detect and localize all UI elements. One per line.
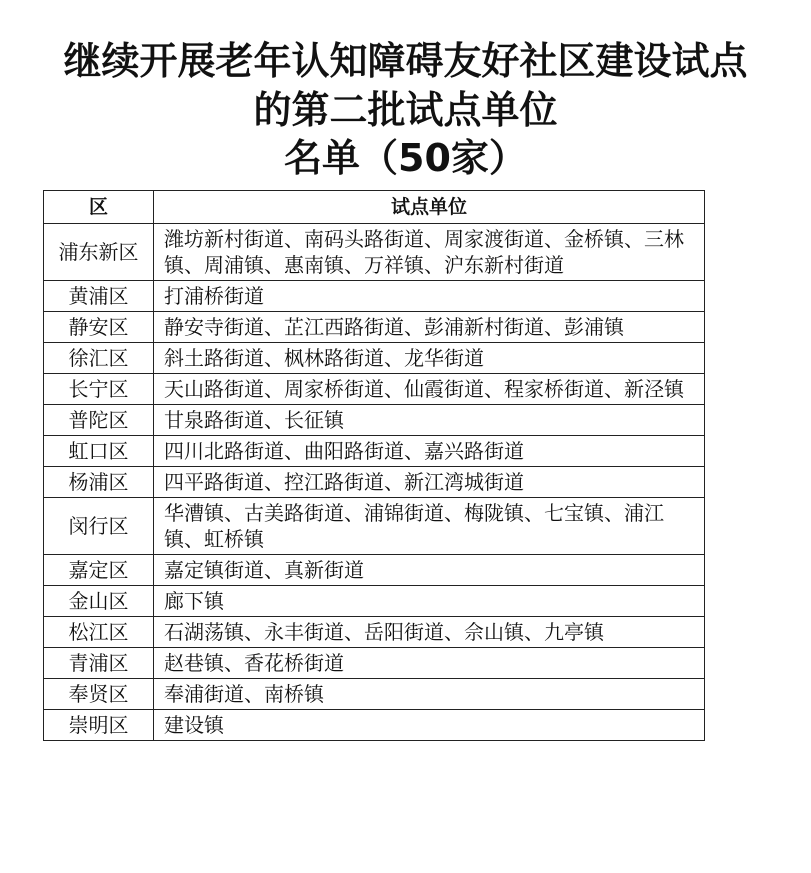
table-row [44, 555, 705, 586]
district-cell: 徐汇区 [44, 343, 154, 374]
table-row [44, 312, 705, 343]
units-cell: 石湖荡镇、永丰街道、岳阳街道、佘山镇、九亭镇 [154, 617, 705, 648]
district-cell: 闵行区 [44, 498, 154, 555]
page-title [0, 36, 811, 182]
district-cell: 长宁区 [44, 374, 154, 405]
pilot-units-table [43, 190, 705, 741]
district-cell: 黄浦区 [44, 281, 154, 312]
units-cell: 天山路街道、周家桥街道、仙霞街道、程家桥街道、新泾镇 [154, 374, 705, 405]
table-row [44, 224, 705, 281]
table-row [44, 498, 705, 555]
district-cell: 青浦区 [44, 648, 154, 679]
units-cell: 廊下镇 [154, 586, 705, 617]
units-cell: 静安寺街道、芷江西路街道、彭浦新村街道、彭浦镇 [154, 312, 705, 343]
units-cell: 四平路街道、控江路街道、新江湾城街道 [154, 467, 705, 498]
district-cell: 崇明区 [44, 710, 154, 741]
table-row [44, 436, 705, 467]
table-row [44, 617, 705, 648]
district-cell: 杨浦区 [44, 467, 154, 498]
units-cell: 赵巷镇、香花桥街道 [154, 648, 705, 679]
table-row [44, 374, 705, 405]
table-row [44, 586, 705, 617]
table-header-row [44, 191, 705, 224]
units-cell: 斜土路街道、枫林路街道、龙华街道 [154, 343, 705, 374]
table-row [44, 343, 705, 374]
district-cell: 嘉定区 [44, 555, 154, 586]
title-line-3: 名单（50家） [284, 136, 527, 180]
table-row [44, 710, 705, 741]
header-district: 区 [44, 191, 154, 224]
units-cell: 建设镇 [154, 710, 705, 741]
table-row [44, 648, 705, 679]
units-cell: 华漕镇、古美路街道、浦锦街道、梅陇镇、七宝镇、浦江镇、虹桥镇 [154, 498, 705, 555]
header-units: 试点单位 [154, 191, 705, 224]
district-cell: 松江区 [44, 617, 154, 648]
table-row [44, 405, 705, 436]
table-row [44, 467, 705, 498]
table-row [44, 281, 705, 312]
district-cell: 普陀区 [44, 405, 154, 436]
units-cell: 嘉定镇街道、真新街道 [154, 555, 705, 586]
units-cell: 四川北路街道、曲阳路街道、嘉兴路街道 [154, 436, 705, 467]
units-cell: 奉浦街道、南桥镇 [154, 679, 705, 710]
district-cell: 虹口区 [44, 436, 154, 467]
units-cell: 潍坊新村街道、南码头路街道、周家渡街道、金桥镇、三林镇、周浦镇、惠南镇、万祥镇、沪东新村街道 [154, 224, 705, 281]
title-line-2: 的第二批试点单位 [253, 88, 558, 132]
units-cell: 甘泉路街道、长征镇 [154, 405, 705, 436]
district-cell: 奉贤区 [44, 679, 154, 710]
title-line-1: 继续开展老年认知障碍友好社区建设试点 [63, 39, 748, 83]
units-cell: 打浦桥街道 [154, 281, 705, 312]
district-cell: 金山区 [44, 586, 154, 617]
district-cell: 浦东新区 [44, 224, 154, 281]
district-cell: 静安区 [44, 312, 154, 343]
table-row [44, 679, 705, 710]
